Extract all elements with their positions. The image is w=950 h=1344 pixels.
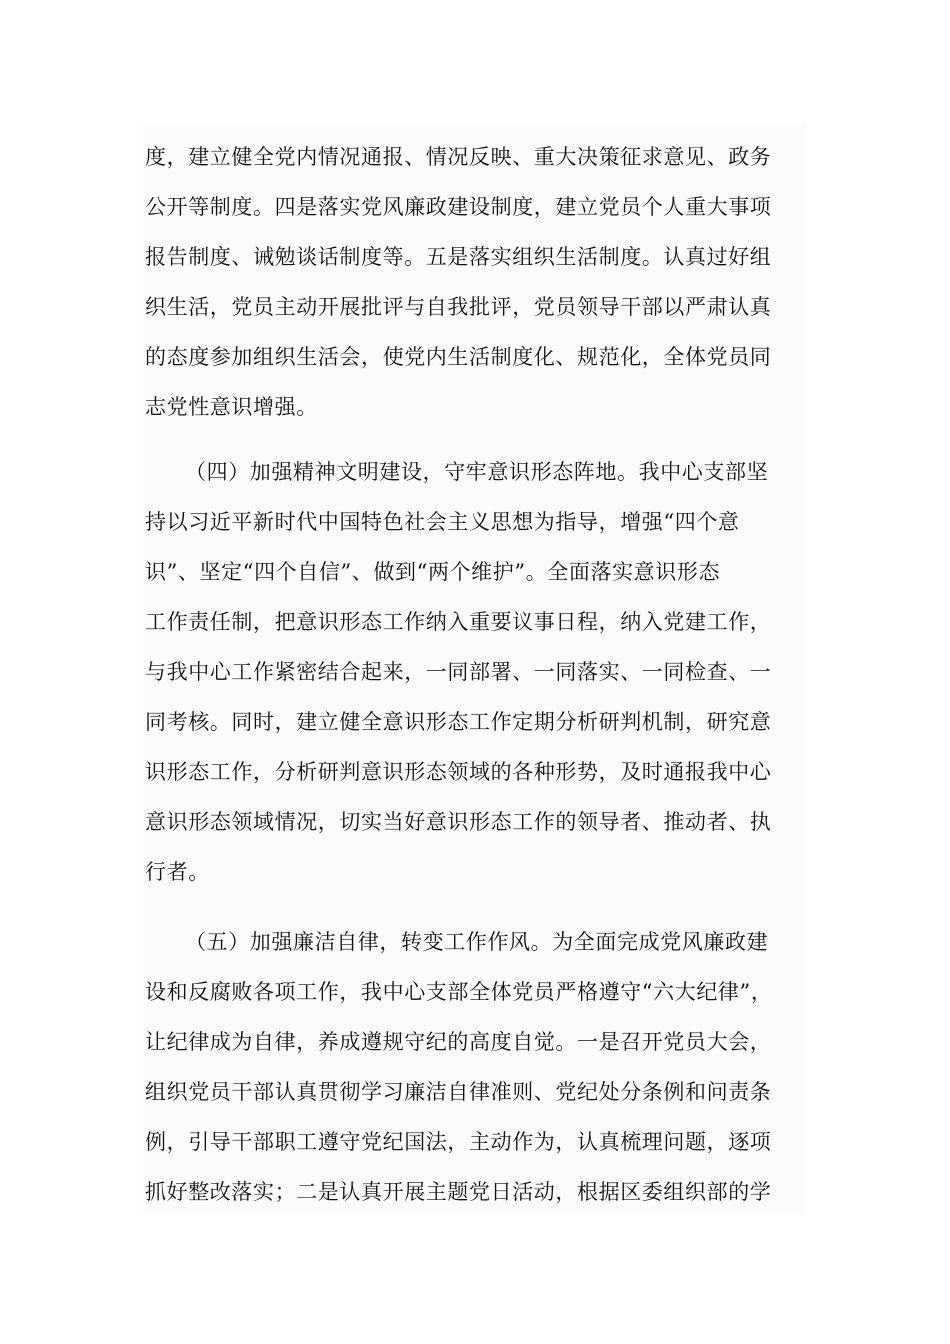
paragraph-heading-5: （五）加强廉洁自律，转变工作作风。为全面完成党风廉政建	[185, 930, 769, 954]
text-line: 组织党员干部认真贯彻学习廉洁自律准则、党纪处分条例和问责条	[145, 1080, 772, 1104]
text-line: 识”、坚定“四个自信”、做到“两个维护”。全面落实意识形态	[145, 560, 721, 584]
text-line: 例，引导干部职工遵守党纪国法，主动作为，认真梳理问题，逐项	[145, 1130, 772, 1154]
text-line: 志党性意识增强。	[145, 395, 318, 419]
text-line: 与我中心工作紧密结合起来，一同部署、一同落实、一同检查、一	[145, 660, 772, 684]
text-line: 织生活，党员主动开展批评与自我批评，党员领导干部以严肃认真	[145, 295, 772, 319]
document-body	[143, 124, 806, 1214]
text-line: 的态度参加组织生活会，使党内生活制度化、规范化，全体党员同	[145, 345, 772, 369]
text-line: 行者。	[145, 860, 210, 884]
text-line: 意识形态领域情况，切实当好意识形态工作的领导者、推动者、执	[145, 810, 772, 834]
text-line: 抓好整改落实；二是认真开展主题党日活动，根据区委组织部的学	[145, 1180, 772, 1204]
text-line: 让纪律成为自律，养成遵规守纪的高度自觉。一是召开党员大会，	[145, 1030, 772, 1054]
text-line: 公开等制度。四是落实党风廉政建设制度，建立党员个人重大事项	[145, 195, 772, 219]
text-line: 同考核。同时，建立健全意识形态工作定期分析研判机制，研究意	[145, 710, 772, 734]
text-line: 设和反腐败各项工作，我中心支部全体党员严格遵守“六大纪律”，	[145, 980, 773, 1004]
text-line: 识形态工作，分析研判意识形态领域的各种形势，及时通报我中心	[145, 760, 772, 784]
text-line: 度，建立健全党内情况通报、情况反映、重大决策征求意见、政务	[145, 145, 772, 169]
text-line: 持以习近平新时代中国特色社会主义思想为指导，增强“四个意	[145, 510, 740, 534]
text-line: 报告制度、诫勉谈话制度等。五是落实组织生活制度。认真过好组	[145, 245, 772, 269]
paragraph-heading-4: （四）加强精神文明建设，守牢意识形态阵地。我中心支部坚	[185, 460, 769, 484]
text-line: 工作责任制，把意识形态工作纳入重要议事日程，纳入党建工作，	[145, 610, 772, 634]
